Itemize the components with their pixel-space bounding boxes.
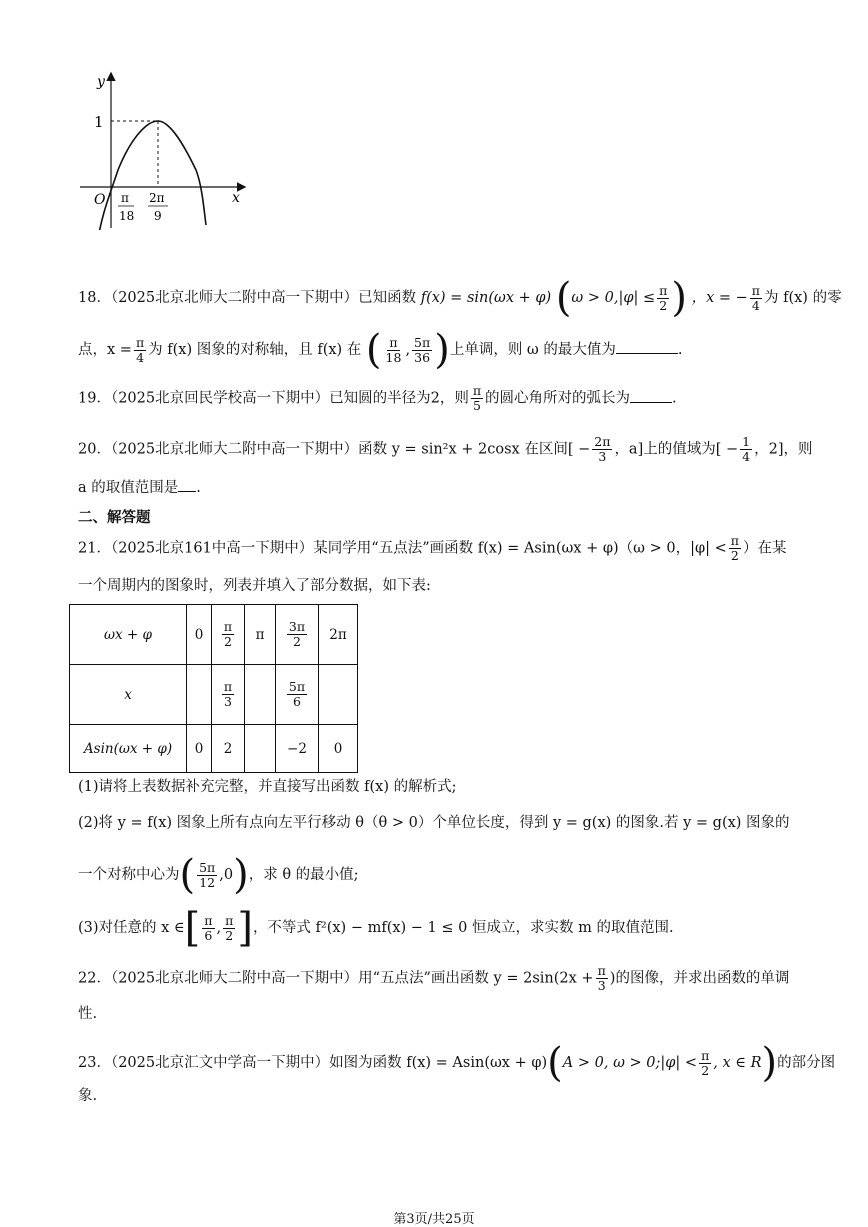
- row3-head: Asin(ωx + φ): [70, 725, 187, 773]
- q23-line1: 23．（2025北京汇文中学高一下期中）如图为函数 f(x) = Asin(ωx + φ)(A > 0, ω > 0;|φ| < $\frac{\pi}{2}$ , x ∈ R)的部分图: [78, 1040, 836, 1086]
- r2c1: [187, 665, 212, 725]
- r1c4: $\frac{3\pi}{2}$: [276, 605, 319, 665]
- r2c3: [245, 665, 276, 725]
- five-point-table: [69, 604, 358, 773]
- q20-line2: a 的取值范围是 .: [78, 480, 201, 496]
- q21-p3: (3)对任意的 x ∈[ $\frac{\pi}{6}$ , $\frac{\pi}{2}$ ]，不等式 f²(x) − mf(x) − 1 ≤ 0 恒成立，求实数 m 的取值范围.: [78, 905, 674, 951]
- page-footer: 第3页/共25页: [393, 1212, 475, 1227]
- r1c1: 0: [187, 605, 212, 665]
- peak-label: 1: [94, 113, 104, 131]
- q18-blank: [616, 341, 678, 354]
- q21-p2b: 一个对称中心为( $\frac{5\pi}{12}$ ,0)，求 θ 的最小值;: [78, 852, 359, 898]
- tick1-den: 18: [119, 209, 135, 223]
- origin-label: O: [94, 192, 106, 208]
- tick1-num: π: [121, 191, 129, 205]
- r2c5: [319, 665, 358, 725]
- sine-graph: [78, 70, 258, 230]
- row1-head: ωx + φ: [70, 605, 187, 665]
- q21-p2a: (2)将 y = f(x) 图象上所有点向左平行移动 θ（θ > 0）个单位长度，得到 y = g(x) 的图象.若 y = g(x) 图象的: [78, 815, 790, 831]
- r3c5: 0: [319, 725, 358, 773]
- section-title: 二、解答题: [78, 510, 151, 526]
- y-axis-label: y: [97, 74, 105, 90]
- tick2-num: 2π: [149, 191, 165, 205]
- x-axis-label: x: [232, 190, 240, 206]
- q19-blank: [630, 390, 672, 403]
- q22-line1: 22．（2025北京北师大二附中高一下期中）用“五点法”画出函数 y = 2sin(2x + $\frac{\pi}{3}$ )的图像，并求出函数的单调: [78, 963, 790, 993]
- q23-line2: 象.: [78, 1088, 98, 1104]
- r3c1: 0: [187, 725, 212, 773]
- row2-head: x: [70, 665, 187, 725]
- r1c2: $\frac{\pi}{2}$: [212, 605, 245, 665]
- r2c4: $\frac{5\pi}{6}$: [276, 665, 319, 725]
- r3c3: [245, 725, 276, 773]
- r3c4: −2: [276, 725, 319, 773]
- q22-line2: 性.: [78, 1006, 98, 1022]
- tick2-den: 9: [154, 209, 162, 223]
- q18-line2: 点，x = $\frac{\pi}{4}$ 为 f(x) 图象的对称轴，且 f(x) 在 ( $\frac{\pi}{18}$ , $\frac{5\pi}{36}$ )上单调，则 ω 的最大值为 .: [78, 327, 683, 373]
- q18-line1: 18．（2025北京北师大二附中高一下期中）已知函数 f(x) = sin(ωx + φ) (ω > 0,|φ| ≤ $\frac{\pi}{2}$ ) ，x = − $\frac{\pi}{4}$ 为 f(x) 的零: [78, 275, 842, 321]
- r1c5: 2π: [319, 605, 358, 665]
- q21-p1: (1)请将上表数据补充完整，并直接写出函数 f(x) 的解析式;: [78, 779, 457, 795]
- q20-blank: [178, 479, 196, 492]
- q20-line1: 20．（2025北京北师大二附中高一下期中）函数 y = sin²x + 2cosx 在区间[ − $\frac{2\pi}{3}$ ，a]上的值域为[ − $\frac{1}{4}$ ，2]，则: [78, 434, 813, 464]
- q21-line1: 21．（2025北京161中高一下期中）某同学用“五点法”画函数 f(x) = Asin(ωx + φ)（ω > 0，|φ| < $\frac{\pi}{2}$ ）在某: [78, 533, 787, 563]
- r2c2: $\frac{\pi}{3}$: [212, 665, 245, 725]
- sine-curve: [96, 121, 206, 230]
- r3c2: 2: [212, 725, 245, 773]
- q19-line: 19．（2025北京回民学校高一下期中）已知圆的半径为2，则 $\frac{\pi}{5}$ 的圆心角所对的弧长为 .: [78, 383, 677, 413]
- r1c3: π: [245, 605, 276, 665]
- q21-line2: 一个周期内的图象时，列表并填入了部分数据，如下表:: [78, 578, 431, 594]
